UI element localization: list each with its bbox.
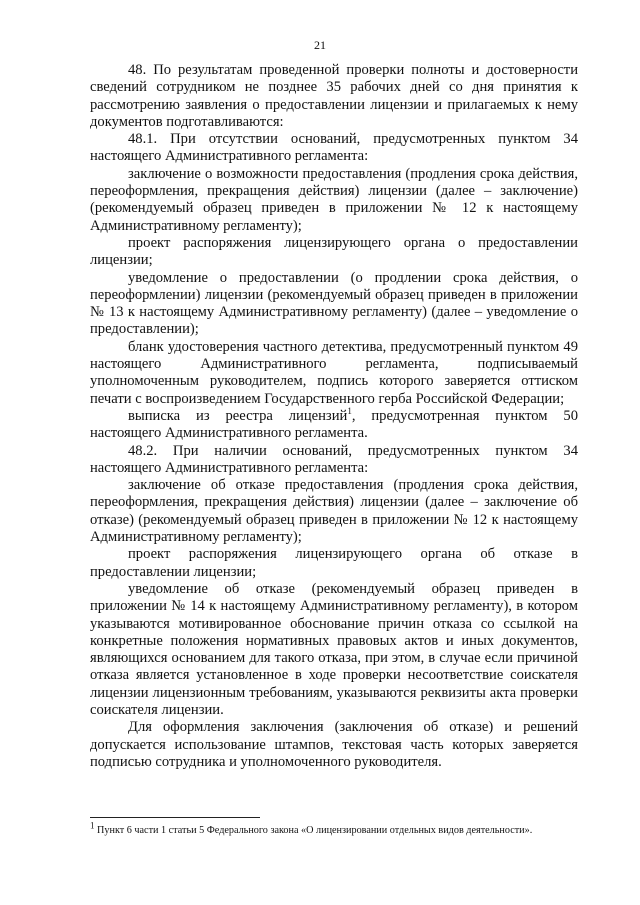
paragraph-48-1: 48.1. При отсутствии оснований, предусмотренных пунктом 34 настоящего Административного регламента: [90, 131, 578, 165]
footnote-divider [90, 817, 260, 818]
footnote-marker: 1 [90, 820, 95, 831]
page-number: 21 [314, 38, 326, 52]
paragraph-order-draft: проект распоряжения лицензирующего органа о предоставлении лицензии; [90, 234, 578, 269]
paragraph-refusal-order-draft: проект распоряжения лицензирующего органа об отказе в предоставлении лицензии; [90, 546, 578, 580]
paragraph-notification: уведомление о предоставлении (о продлении срока действия, о переоформлении) лицензии (рекомендуемый образец приведен в приложении № 13 к настоящему Административному регламенту) (далее – уведомление о предоставлении); [90, 269, 578, 338]
paragraph-refusal-conclusion: заключение об отказе предоставления (продления срока действия, переоформления, прекращения действия) лицензии (далее – заключение об отказе) (рекомендуемый образец приведен в приложении № 12 к настоящему Административному регламенту); [90, 477, 578, 546]
paragraph-48: 48. По результатам проведенной проверки полноты и достоверности сведений сотрудником не позднее 35 рабочих дней со дня принятия к рассмотрению заявления о предоставлении лицензии и прилагаемых к нему документов подготавливаются: [90, 62, 578, 130]
footnote [90, 820, 590, 837]
paragraph-conclusion: заключение о возможности предоставления (продления срока действия, переоформления, прекращения действия) лицензии (далее – заключение) (рекомендуемый образец приведен в приложении № 12 к настоящему Административному регламенту); [90, 165, 578, 234]
footnote-reference: 1 [347, 406, 352, 417]
paragraph-certificate-form: бланк удостоверения частного детектива, предусмотренный пунктом 49 настоящего Административного регламента, подписываемый уполномоченным руководителем, подпись которого заверяется оттиском печати с воспроизведением Государственного герба Российской Федерации; [90, 338, 578, 407]
paragraph-refusal-notification: уведомление об отказе (рекомендуемый образец приведен в приложении № 14 к настоящему Административному регламенту), в котором указываются мотивированное обоснование причин отказа со ссылкой на конкретные положения нормативных правовых актов и иных документов, являющихся основанием для такого отказа, при этом, в случае если причиной отказа является установленное в ходе проверки несоответствие соискателя лицензии лицензионным требованиям, указываются реквизиты акта проверки соискателя лицензии. [90, 580, 578, 718]
paragraph-48-2: 48.2. При наличии оснований, предусмотренных пунктом 34 настоящего Административного регламента: [90, 442, 578, 476]
registry-extract-text: выписка из реестра лицензий [128, 407, 348, 424]
paragraph-registry-extract [90, 408, 578, 443]
footnote-text: Пункт 6 части 1 статьи 5 Федерального закона «О лицензировании отдельных видов деятельности». [94, 825, 533, 836]
document-body [90, 62, 578, 771]
paragraph-stamps: Для оформления заключения (заключения об отказе) и решений допускается использование штампов, текстовая часть которых заверяется подписью сотрудника и уполномоченного руководителя. [90, 719, 578, 770]
registry-extract-tail: , предусмотренная пунктом 50 настоящего Административного регламента. [90, 407, 578, 442]
